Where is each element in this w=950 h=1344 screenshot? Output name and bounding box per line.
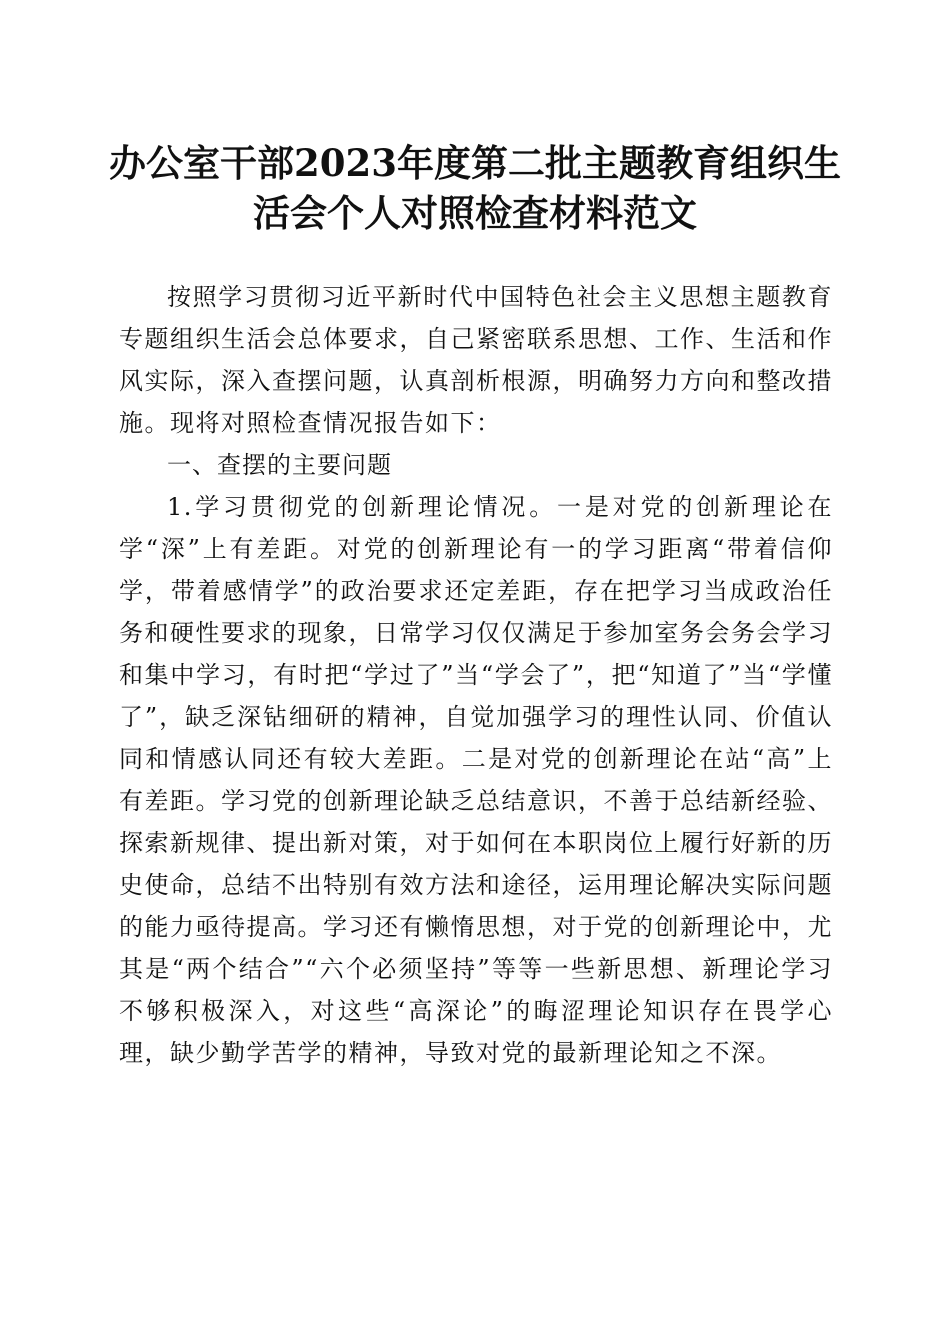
intro-paragraph: 按照学习贯彻习近平新时代中国特色社会主义思想主题教育专题组织生活会总体要求，自己紧密联系思想、工作、生活和作风实际，深入查摆问题，认真剖析根源，明确努力方向和整改措施。现将对照检查情况报告如下： (119, 283, 833, 437)
section-heading-1: 一、查摆的主要问题 (167, 451, 392, 479)
title-line-1: 办公室干部2023年度第二批主题教育组织生 (109, 141, 841, 185)
point-1-paragraph: 1.学习贯彻党的创新理论情况。一是对党的创新理论在学“深”上有差距。对党的创新理论有一的学习距离“带着信仰学，带着感情学”的政治要求还定差距，存在把学习当成政治任务和硬性要求的现象，日常学习仅仅满足于参加室务会务会学习和集中学习，有时把“学过了”当“学会了”，把“知道了”当“学懂了”，缺乏深钻细研的精神，自觉加强学习的理性认同、价值认同和情感认同还有较大差距。二是对党的创新理论在站“高”上有差距。学习党的创新理论缺乏总结意识，不善于总结新经验、探索新规律、提出新对策，对于如何在本职岗位上履行好新的历史使命，总结不出特别有效方法和途径，运用理论解决实际问题的能力亟待提高。学习还有懒惰思想，对于党的创新理论中，尤其是“两个结合”“六个必须坚持”等等一些新思想、新理论学习不够积极深入，对这些“高深论”的晦涩理论知识存在畏学心理，缺少勤学苦学的精神，导致对党的最新理论知之不深。 (119, 493, 833, 1067)
title-line-2: 活会个人对照检查材料范文 (253, 191, 697, 235)
document-body (119, 276, 833, 1074)
document-title (95, 138, 855, 238)
